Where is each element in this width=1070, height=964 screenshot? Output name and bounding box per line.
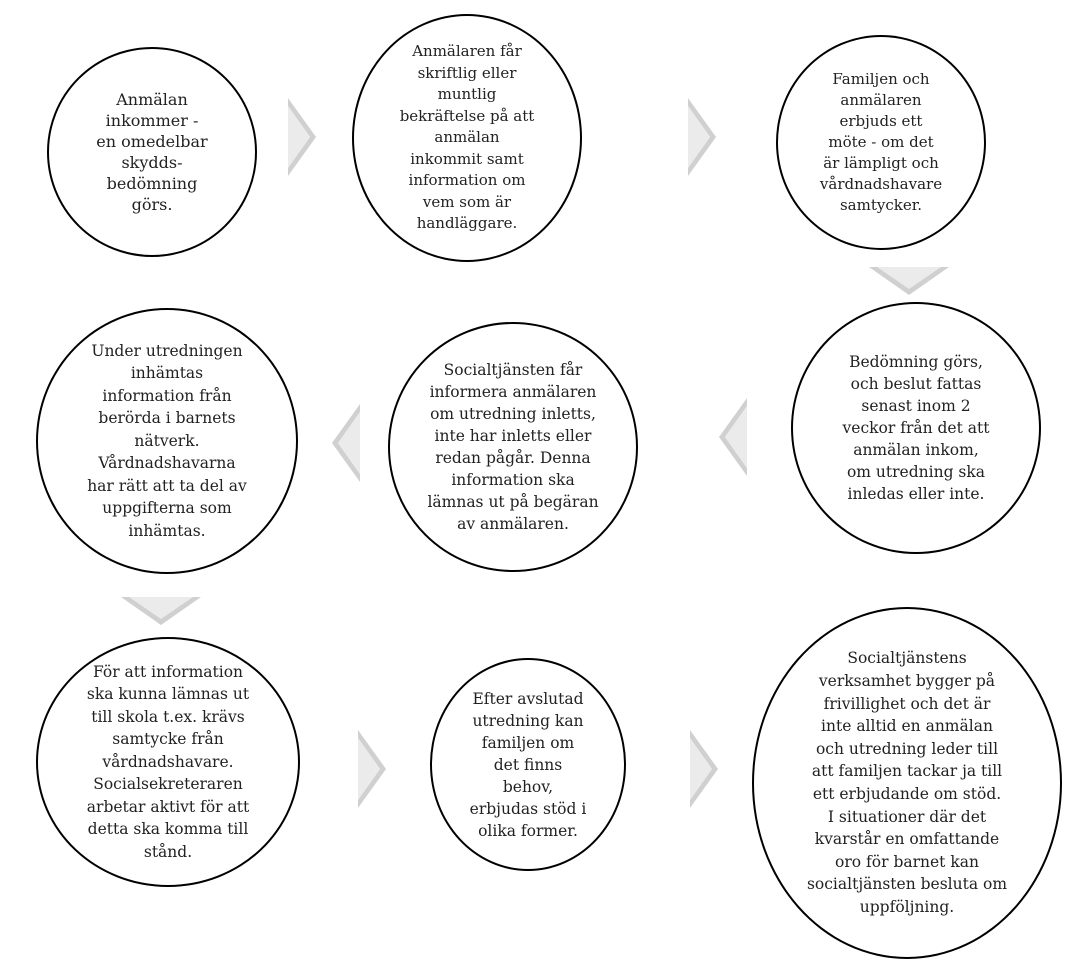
- arrow-right-4-icon: [690, 730, 720, 808]
- arrow-right-2-icon: [688, 98, 718, 176]
- step-9-circle: [752, 607, 1062, 959]
- step-9-text: Socialtjänstens verksamhet bygger på frivillighet och det är inte alltid en anmälan och utredning leder till att familjen tackar ja till ett erbjudande om stöd. I situationer där det kvarstår en omfattande oro för barnet kan socialtjänsten besluta om uppföljning.: [806, 649, 1008, 916]
- step-3-text: Familjen och anmälaren erbjuds ett möte - om det är lämpligt och vårdnadshavare samtycker.: [819, 70, 943, 214]
- step-4-text: Bedömning görs, och beslut fattas senast inom 2 veckor från det att anmälan inkom, om utredning ska inledas eller inte.: [842, 353, 990, 503]
- arrow-right-1-icon: [288, 98, 318, 176]
- step-6-circle: [36, 308, 298, 574]
- step-8-text: Efter avslutad utredning kan familjen om det finns behov, erbjudas stöd i olika former.: [469, 689, 587, 840]
- step-5-circle: [388, 322, 638, 572]
- arrow-left-1-icon: [717, 398, 747, 476]
- step-2-text: Anmälaren får skriftlig eller muntlig bekräftelse på att anmälan inkommit samt information om vem som är handläggare.: [399, 42, 535, 233]
- step-5-text: Socialtjänsten får informera anmälaren om utredning inletts, inte har inletts eller redan pågår. Denna information ska lämnas ut på begäran av anmälaren.: [427, 361, 599, 533]
- step-7-text: För att information ska kunna lämnas ut till skola t.ex. krävs samtycke från vårdnadshavare. Socialsekreteraren arbetar aktivt för att detta ska komma till stånd.: [86, 662, 250, 861]
- step-8-circle: [430, 658, 626, 871]
- arrow-right-3-icon: [358, 730, 388, 808]
- step-1-circle: [47, 47, 257, 257]
- arrow-down-2-icon: [121, 597, 201, 627]
- step-3-circle: [776, 35, 986, 250]
- arrow-down-1-icon: [869, 267, 949, 297]
- step-6-text: Under utredningen inhämtas information från berörda i barnets nätverk. Vårdnadshavarna har rätt att ta del av uppgifterna som inhämtas.: [87, 341, 247, 540]
- step-7-circle: [36, 637, 300, 887]
- step-1-text: Anmälan inkommer - en omedelbar skydds- bedömning görs.: [96, 90, 208, 214]
- step-2-circle: [352, 14, 582, 262]
- arrow-left-2-icon: [330, 404, 360, 482]
- step-4-circle: [791, 302, 1041, 554]
